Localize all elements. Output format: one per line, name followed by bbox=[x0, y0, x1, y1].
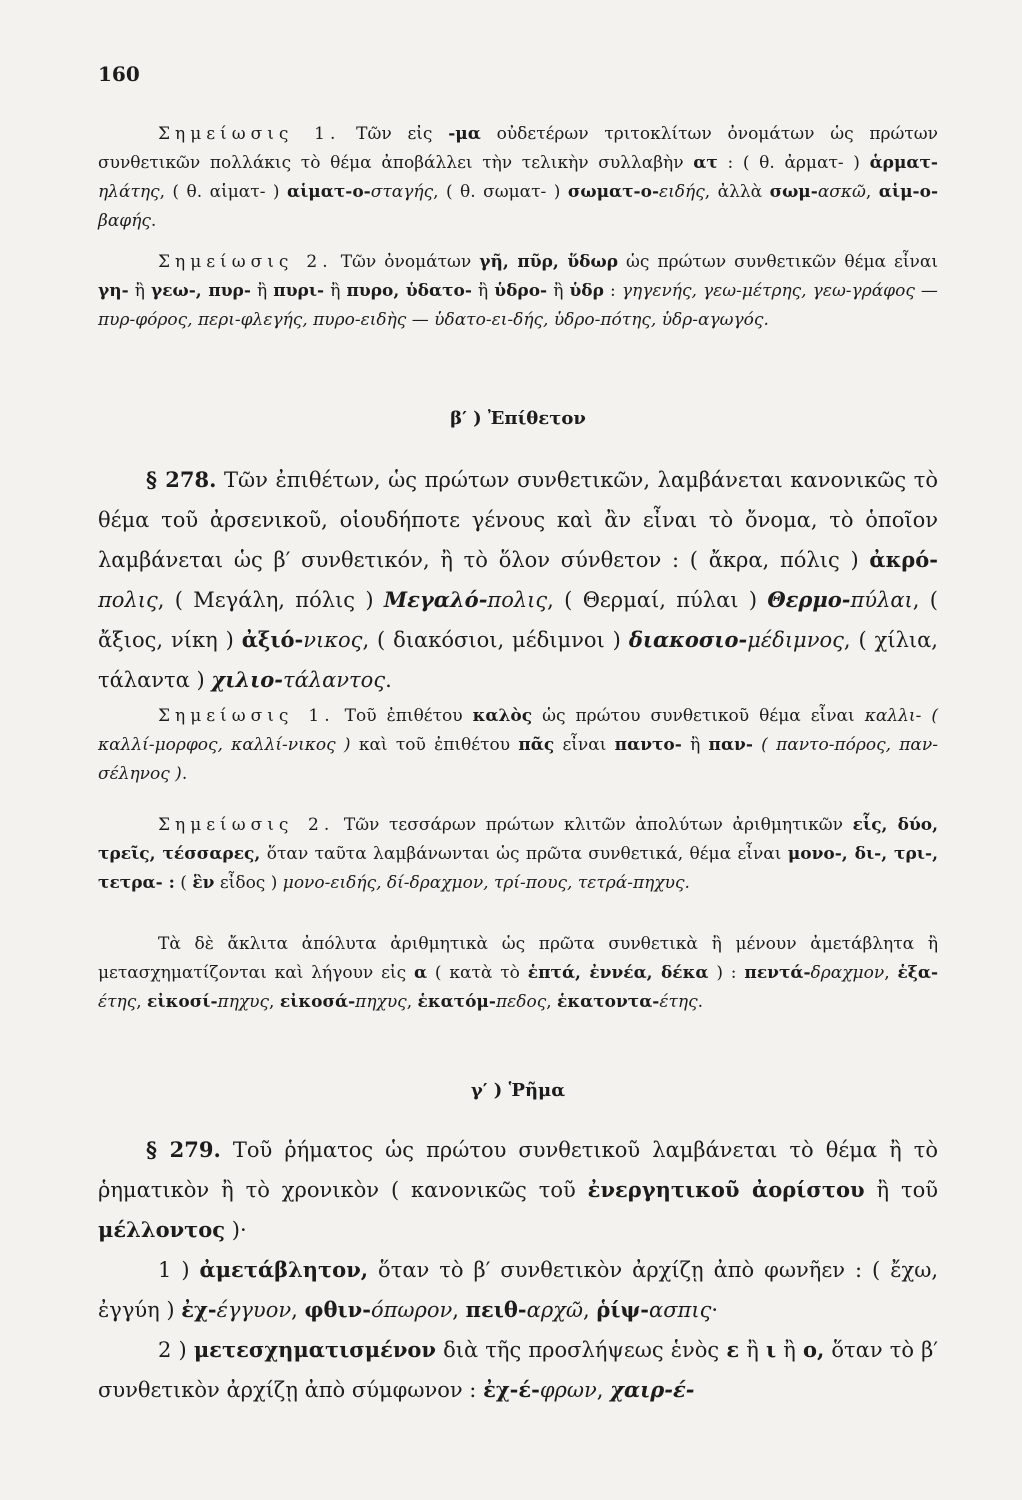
note-1-neuter-nouns: Σημείωσις 1. Τῶν εἰς -μα οὐδετέρων τριτοκλίτων ὀνομάτων ὡς πρώτων συνθετικῶν πολλάκις τὸ θέμα ἀποβάλλει τὴν τελικὴν συλλαβὴν ατ : ( θ. ἀρματ- ) ἁρματ-ηλάτης, ( θ. αἱματ- ) αἱματ-ο-σταγής, ( θ. σωματ- ) σωματ-ο-ειδής, ἀλλὰ σωμ-ασκῶ, αἱμ-ο-βαφής. bbox=[98, 124, 938, 231]
note-1-adjective: Σημείωσις 1. Τοῦ ἐπιθέτου καλὸς ὡς πρώτου συνθετικοῦ θέμα εἶναι καλλι- ( καλλί-μορφος, καλλί-νικος ) καὶ τοῦ ἐπιθέτου πᾶς εἶναι παντο- ἢ παν- ( παντο-πόρος, παν-σέληνος ). bbox=[98, 706, 938, 784]
section-279-item-1: 1 ) ἀμετάβλητον, ὅταν τὸ β′ συνθετικὸν ἀρχίζῃ ἀπὸ φωνῆεν : ( ἔχω, ἐγγύη ) ἐχ-έγγυον, φθιν-όπωρον, πειθ-αρχῶ, ῥίψ-ασπις· bbox=[98, 1257, 939, 1322]
page-number: 160 bbox=[98, 62, 140, 86]
heading-adjective: β′ ) Ἐπίθετον bbox=[450, 408, 586, 429]
section-279-item-2: 2 ) μετεσχηματισμένον διὰ τῆς προσλήψεως ἑνὸς ε ἢ ι ἢ ο, ὅταν τὸ β′ συνθετικὸν ἀρχίζῃ ἀπὸ σύμφωνον : ἐχ-έ-φρων, χαιρ-έ- bbox=[98, 1337, 939, 1402]
heading-verb: γ′ ) Ῥῆμα bbox=[470, 1080, 566, 1101]
section-278: § 278. Τῶν ἐπιθέτων, ὡς πρώτων συνθετικῶν, λαμβάνεται κανονικῶς τὸ θέμα τοῦ ἀρσενικοῦ, οἱουδήποτε γένους καὶ ἂν εἶναι τὸ ὄνομα, τὸ ὁποῖον λαμβάνεται ὡς β′ συνθετικόν, ἢ τὸ ὅλον σύνθετον : ( ἄκρα, πόλις ) ἀκρό-πολις, ( Μεγάλη, πόλις ) Μεγαλό-πολις, ( Θερμαί, πύλαι ) Θερμο-πύλαι, ( ἄξιος, νίκη ) ἀξιό-νικος, ( διακόσιοι, μέδιμνοι ) διακοσιο-μέδιμνος, ( χίλια, τάλαντα ) χιλιο-τάλαντος. bbox=[98, 467, 938, 692]
note-2-nouns: Σημείωσις 2. Τῶν ὀνομάτων γῆ, πῦρ, ὕδωρ ὡς πρώτων συνθετικῶν θέμα εἶναι γη- ἢ γεω-, πυρ- ἢ πυρι- ἢ πυρο, ὑδατο- ἢ ὑδρο- ἢ ὑδρ : γηγενής, γεω-μέτρης, γεω-γράφος — πυρ-φόρος, περι-φλεγής, πυρο-ειδὴς — ὑδατο-ει-δής, ὑδρο-πότης, ὑδρ-αγωγός. bbox=[98, 252, 938, 330]
note-2-numerals: Σημείωσις 2. Τῶν τεσσάρων πρώτων κλιτῶν ἀπολύτων ἀριθμητικῶν εἷς, δύο, τρεῖς, τέσσαρες, ὅταν ταῦτα λαμβάνωνται ὡς πρῶτα συνθετικά, θέμα εἶναι μονο-, δι-, τρι-, τετρα- : ( ἓν εἶδος ) μονο-ειδής, δί-δραχμον, τρί-πους, τετρά-πηχυς. bbox=[98, 815, 939, 893]
section-279: § 279. Τοῦ ῥήματος ὡς πρώτου συνθετικοῦ λαμβάνεται τὸ θέμα ἢ τὸ ῥηματικὸν ἢ τὸ χρονικὸν ( κανονικῶς τοῦ ἐνεργητικοῦ ἀορίστου ἢ τοῦ μέλλοντος )· bbox=[98, 1137, 938, 1242]
indeclinable-numerals-paragraph: Τὰ δὲ ἄκλιτα ἀπόλυτα ἀριθμητικὰ ὡς πρῶτα συνθετικὰ ἢ μένουν ἀμετάβλητα ἢ μετασχηματίζονται καὶ λήγουν εἰς α ( κατὰ τὸ ἑπτά, ἐννέα, δέκα ) : πεντά-δραχμον, ἑξα-έτης, εἰκοσί-πηχυς, εἰκοσά-πηχυς, ἑκατόμ-πεδος, ἑκατοντα-έτης. bbox=[98, 934, 938, 1012]
